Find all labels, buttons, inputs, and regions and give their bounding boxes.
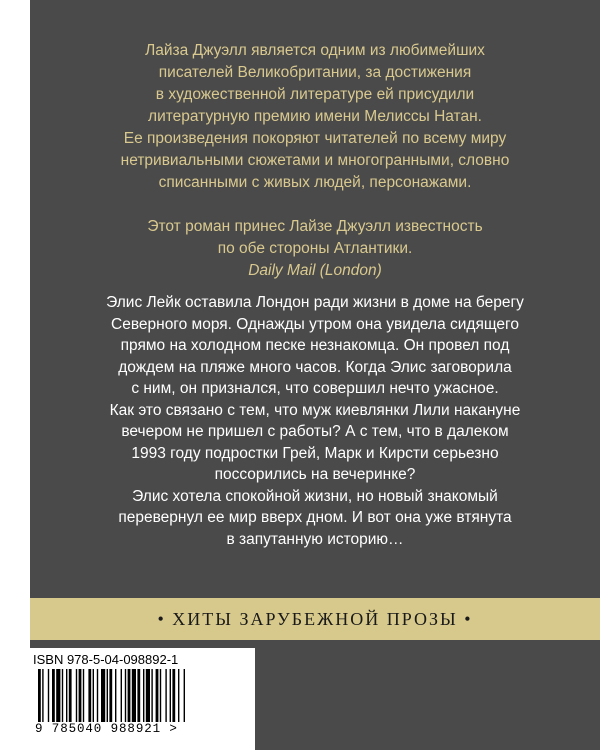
book-blurb xyxy=(30,292,600,550)
blurb-line: перевернул ее мир вверх дном. И вот она уже втянута xyxy=(118,509,512,526)
quote-line: Лайза Джуэлл является одним из любимейших xyxy=(145,42,485,59)
isbn-label: ISBN 978-5-04-098892-1 xyxy=(33,652,179,667)
blurb-line: с ним, он признался, что совершил нечто ужасное. xyxy=(131,380,499,397)
quote-line: списанными с живых людей, персонажами. xyxy=(158,174,472,191)
book-back-cover xyxy=(30,0,600,750)
blurb-line: прямо на холодном песке незнакомца. Он провел под xyxy=(120,337,510,354)
quote-line: Ее произведения покоряют читателей по всему миру xyxy=(123,130,507,147)
barcode-image xyxy=(38,669,248,727)
quote-source: Daily Mail (London) xyxy=(248,262,382,279)
blurb-line: Элис Лейк оставила Лондон ради жизни в доме на берегу xyxy=(106,294,524,311)
quote-line: нетривиальными сюжетами и многогранными, словно xyxy=(120,152,510,169)
blurb-line: Как это связано с тем, что муж киевлянки Лили накануне xyxy=(109,401,521,419)
quote-line: по обе стороны Атлантики. xyxy=(217,240,413,257)
blurb-line: Элис хотела спокойной жизни, но новый знакомый xyxy=(132,487,498,505)
blurb-line: 1993 году подростки Грей, Марк и Кирсти серьезно xyxy=(131,444,499,462)
blurb-line: вечером не пришел с работы? А с тем, что в далеком xyxy=(121,423,509,440)
quote-line: в художественной литературе ей присудили xyxy=(155,86,475,103)
quote-line: Этот роман принес Лайзе Джуэлл известность xyxy=(147,218,483,235)
quote-line: литературную премию имени Мелиссы Натан. xyxy=(148,108,482,125)
blurb-line: в запутанную историю… xyxy=(226,530,404,548)
review-quote xyxy=(30,40,600,282)
blurb-line: дождем на пляже много часов. Когда Элис заговорила xyxy=(118,358,512,376)
series-label: • ХИТЫ ЗАРУБЕЖНОЙ ПРОЗЫ • xyxy=(157,608,473,629)
blurb-line: поссорились на вечеринке? xyxy=(214,466,416,483)
barcode-digits: 9 785040 988921 > xyxy=(35,722,250,736)
blurb-line: Северного моря. Однажды утром она увидела сидящего xyxy=(111,315,519,333)
series-band xyxy=(30,598,600,640)
quote-line: писателей Великобритании, за достижения xyxy=(158,64,472,81)
